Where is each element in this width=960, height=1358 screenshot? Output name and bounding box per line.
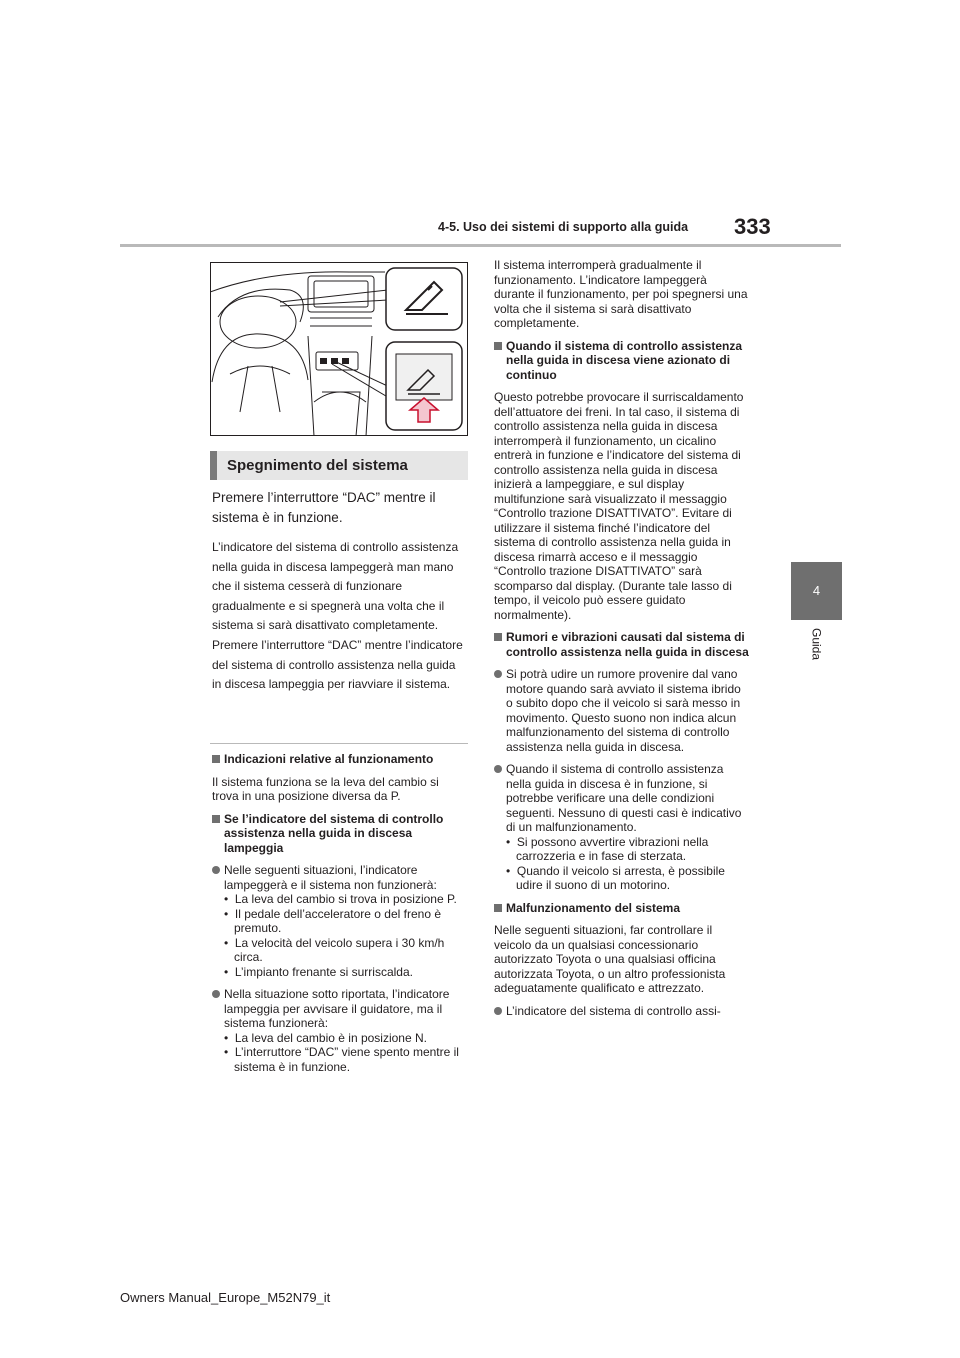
footer-text: Owners Manual_Europe_M52N79_it (120, 1290, 331, 1305)
left-body (212, 538, 468, 695)
bullet-list (224, 892, 468, 979)
note-heading: Quando il sistema di controllo assistenza nella guida in discesa viene azionato di continuo (494, 339, 750, 383)
note-text: Il sistema funziona se la leva del cambio si trova in una posizione diversa da P. (212, 774, 439, 803)
lead-instruction: Premere l’interruttore “DAC” mentre il sistema è in funzione. (212, 490, 436, 525)
bullet-list (224, 1031, 468, 1075)
note-bullet: Quando il sistema di controllo assistenza nella guida in discesa è in funzione, si potrebbe verificare una delle condizioni seguenti. Nessuno di questi casi è indicativo di un malfunzionamento. (494, 762, 750, 835)
chapter-tab: 4 (791, 562, 842, 620)
chapter-tab-label: Guida (809, 628, 824, 661)
note-bullet: Si potrà udire un rumore provenire dal vano motore quando sarà avviato il sistema ibrido o subito dopo che il veicolo si sarà messo in movimento. Questo suono non indica alcun malfunzionamento del sistema di controllo assistenza nella guida in discesa. (494, 667, 750, 754)
list-item: • La leva del cambio si trova in posizione P. (224, 892, 468, 907)
left-paragraph-2: Premere l’interruttore “DAC” mentre l’indicatore del sistema di controllo assistenza nella guida in discesa lampeggia per riavviare il sistema. (212, 637, 463, 692)
list-item: • L’impianto frenante si surriscalda. (224, 965, 468, 980)
header-rule (120, 244, 841, 247)
left-notes (212, 752, 468, 1082)
page-number: 333 (734, 214, 771, 239)
note-text: Nelle seguenti situazioni, far controllare il veicolo da un qualsiasi concessionario autorizzato Toyota o una qualsiasi officina autorizzata Toyota, o un altro professionista adeguatamente qualificato e attrezzato. (494, 923, 726, 995)
right-intro: Il sistema interromperà gradualmente il funzionamento. L’indicatore lampeggerà durante il funzionamento, per poi spegnersi una volta che il sistema si sarà disattivato completamente. (494, 258, 748, 330)
note-bullet: L’indicatore del sistema di controllo assi- (494, 1004, 750, 1019)
note-heading: Se l’indicatore del sistema di controllo assistenza nella guida in discesa lampeggia (212, 812, 468, 856)
list-item: • La velocità del veicolo supera i 30 km/h circa. (224, 936, 468, 965)
divider-rule (210, 743, 468, 744)
list-item: • Si possono avvertire vibrazioni nella carrozzeria e in fase di sterzata. (506, 835, 750, 864)
list-item: • L’interruttore “DAC” viene spento mentre il sistema è in funzione. (224, 1045, 468, 1074)
note-heading: Rumori e vibrazioni causati dal sistema di controllo assistenza nella guida in discesa (494, 630, 750, 659)
note-bullet: Nelle seguenti situazioni, l’indicatore lampeggerà e il sistema non funzionerà: (212, 863, 468, 892)
list-item: • Il pedale dell’acceleratore o del freno è premuto. (224, 907, 468, 936)
indicator-callout (386, 268, 462, 330)
list-item: • Quando il veicolo si arresta, è possibile udire il suono di un motorino. (506, 864, 750, 893)
bullet-list (506, 835, 750, 893)
left-paragraph-1: L’indicatore del sistema di controllo assistenza nella guida in discesa lampeggerà man mano che il sistema cesserà di funzionare gradualmente e si spegnerà una volta che il sistema si sarà disattivato completamente. (212, 540, 459, 633)
dashboard-illustration (210, 262, 468, 436)
note-heading: Malfunzionamento del sistema (494, 901, 750, 916)
section-heading: Spegnimento del sistema (210, 451, 468, 480)
note-text: Questo potrebbe provocare il surriscaldamento dell’attuatore dei freni. In tal caso, il sistema di controllo assistenza nella guida in discesa interromperà il funzionamento, un cicalino entrerà in funzione e l’indicatore del sistema di controllo assistenza nella guida in discesa inizierà a lampeggiare, e sul display multifunzione sarà visualizzato il messaggio “Controllo trazione DISATTIVATO”. Evitare di utilizzare il sistema finché l’indicatore del sistema di controllo assistenza nella guida in discesa rimarrà acceso e il messaggio “Controllo trazione DISATTIVATO” sarà scomparso dal display. (Durante tale lasso di tempo, il veicolo può essere guidato normalmente). (494, 390, 744, 622)
list-item: • La leva del cambio è in posizione N. (224, 1031, 468, 1046)
note-bullet: Nella situazione sotto riportata, l’indicatore lampeggia per avvisare il guidatore, ma il sistema funzionerà: (212, 987, 468, 1031)
right-notes (494, 258, 750, 1018)
note-heading: Indicazioni relative al funzionamento (212, 752, 468, 767)
section-title: 4-5. Uso dei sistemi di supporto alla guida (438, 220, 689, 234)
